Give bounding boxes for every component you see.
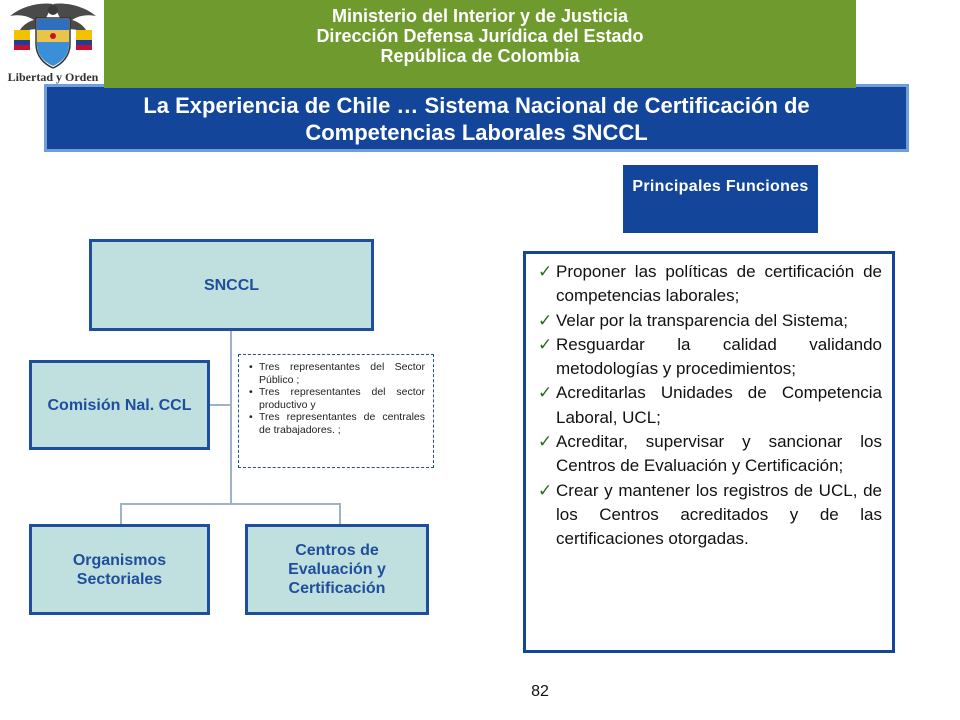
check-icon: ✓	[538, 310, 553, 330]
connector-trunk	[230, 331, 232, 504]
org-node-sectoriales	[29, 524, 210, 615]
bullet-icon: •	[249, 361, 253, 373]
check-icon: ✓	[538, 334, 553, 354]
function-item: ✓ Acreditar, supervisar y sancionar los Centros de Evaluación y Certificación;	[538, 432, 882, 476]
bullet-icon: •	[249, 411, 253, 423]
coat-of-arms-icon	[0, 0, 106, 70]
coat-of-arms-logo	[0, 0, 106, 92]
check-icon: ✓	[538, 432, 553, 452]
country-name: República de Colombia	[380, 46, 580, 66]
representative-item: • Tres representantes de centrales de trabajadores. ;	[249, 411, 425, 436]
representatives-list	[249, 361, 425, 436]
function-item: ✓ Velar por la transparencia del Sistema;	[538, 309, 882, 333]
org-node-sectoriales-label: Organismos Sectoriales	[72, 551, 167, 588]
org-node-comision-label: Comisión Nal. CCL	[47, 396, 192, 414]
function-item: ✓ Resguardar la calidad validando metodologías y procedimientos;	[538, 334, 882, 379]
org-node-snccl-label: SNCCL	[203, 276, 260, 294]
slide-title-line-1: La Experiencia de Chile … Sistema Nacional de Certificación de	[143, 93, 810, 118]
page-number: 82	[531, 683, 549, 700]
logo-motto: Libertad y Orden	[7, 70, 99, 84]
function-item: ✓ Proponer las políticas de certificación de competencias laborales;	[538, 262, 882, 306]
org-node-centros	[245, 524, 429, 615]
connector-right-drop	[339, 503, 341, 524]
check-icon: ✓	[538, 383, 553, 403]
connector-horizontal	[120, 503, 341, 505]
connector-left-drop	[120, 503, 122, 524]
representatives-box	[238, 354, 434, 468]
org-node-centros-label: Centros de Evaluación y Certificación	[288, 542, 386, 597]
org-node-comision	[29, 360, 210, 450]
directorate-name: Dirección Defensa Jurídica del Estado	[316, 26, 644, 46]
connector-comision	[210, 404, 230, 406]
functions-list	[538, 260, 882, 552]
check-icon: ✓	[538, 262, 553, 281]
function-item: ✓ Crear y mantener los registros de UCL, de los Centros acreditados y de las certificaciones otorgadas.	[538, 480, 882, 549]
ministry-banner	[104, 0, 856, 88]
representative-item: • Tres representantes del sector productivo y	[249, 386, 425, 411]
check-icon: ✓	[538, 480, 553, 500]
function-item: ✓ Acreditarlas Unidades de Competencia Laboral, UCL;	[538, 383, 882, 427]
representative-item: • Tres representantes del Sector Público ;	[249, 361, 425, 386]
functions-box	[523, 251, 895, 653]
slide-title-line-2: Competencias Laborales SNCCL	[305, 120, 648, 145]
functions-heading: Principales Funciones	[623, 165, 818, 233]
slide-title	[44, 84, 909, 152]
ministry-name: Ministerio del Interior y de Justicia	[331, 6, 629, 26]
bullet-icon: •	[249, 386, 253, 398]
org-node-snccl	[89, 239, 374, 331]
